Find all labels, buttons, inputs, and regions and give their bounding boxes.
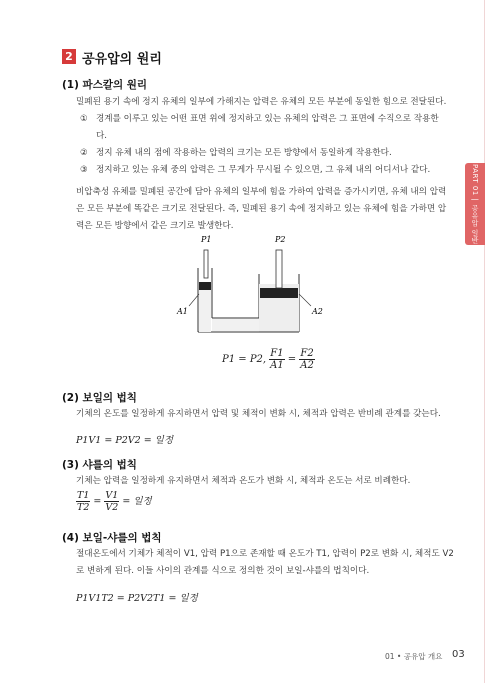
fraction-denominator: A1 bbox=[270, 360, 284, 371]
equals-sign: = bbox=[93, 496, 102, 507]
section-number-badge: 2 bbox=[62, 49, 76, 64]
pascal-item-3 bbox=[80, 162, 450, 179]
label-a1: A1 bbox=[177, 307, 188, 316]
fraction-denominator: A2 bbox=[300, 360, 314, 371]
pascal-item-2 bbox=[80, 145, 450, 162]
charles-formula bbox=[76, 490, 152, 513]
boyle-charles-formula: P1V1T2 = P2V2T1 = 일정 bbox=[76, 593, 198, 604]
fraction-f1-a1 bbox=[269, 348, 284, 371]
fraction-numerator: F1 bbox=[270, 348, 284, 359]
item-marker: ③ bbox=[80, 165, 88, 175]
fraction-numerator: V1 bbox=[105, 490, 119, 501]
fraction-v1-v2 bbox=[104, 490, 119, 513]
small-piston-rod bbox=[204, 250, 208, 278]
charles-heading: (3) 샤를의 법칙 bbox=[62, 459, 137, 471]
item-text: 정지 유체 내의 점에 작용하는 압력의 크기는 모든 방향에서 동일하게 작용한다. bbox=[96, 148, 392, 158]
fraction-denominator: T2 bbox=[77, 502, 90, 513]
charles-text: 기체는 압력을 일정하게 유지하면서 체적과 온도가 변화 시, 체적과 온도는 서로 비례한다. bbox=[76, 476, 411, 486]
label-p2: P2 bbox=[275, 235, 286, 244]
boyle-charles-text: 절대온도에서 기체가 체적이 V1, 압력 P1으로 존재할 때 온도가 T1, 압력이 P2로 변화 시, 체적도 V2로 변하게 된다. 이들 사이의 관계를 식으로 정의한 것이 보일-샤를의 법칙이다. bbox=[76, 549, 454, 576]
item-text: 정지하고 있는 유체 중의 압력은 그 무게가 무시될 수 있으면, 그 유체 내의 어디서나 같다. bbox=[96, 165, 431, 175]
side-tab-label: PART 01 | 공유압 일반 bbox=[471, 163, 479, 245]
pipe-fluid bbox=[212, 319, 259, 331]
fraction-t1-t2 bbox=[76, 490, 90, 513]
item-text: 경계를 이루고 있는 어떤 표면 위에 정지하고 있는 유체의 압력은 그 표면에 수직으로 작용한다. bbox=[96, 114, 439, 141]
formula-lhs: P1 = P2, bbox=[222, 354, 267, 365]
formula-constant: = 일정 bbox=[122, 496, 152, 507]
pascal-formula bbox=[222, 348, 315, 371]
fraction-denominator: V2 bbox=[105, 502, 119, 513]
a2-leader bbox=[299, 294, 311, 306]
pascal-intro: 밀폐된 용기 속에 정지 유체의 일부에 가해지는 압력은 유체의 모든 부분에 동일한 힘으로 전달된다. bbox=[76, 97, 447, 107]
boyle-formula: P1V1 = P2V2 = 일정 bbox=[76, 435, 174, 446]
page-number: 03 bbox=[452, 649, 465, 660]
fraction-f2-a2 bbox=[299, 348, 314, 371]
page-edge-rule bbox=[484, 0, 485, 683]
pascal-hydraulic-diagram bbox=[175, 228, 335, 336]
large-piston-rod bbox=[276, 250, 282, 288]
small-piston-head bbox=[199, 282, 211, 290]
pascal-explanation: 비압축성 유체를 밀폐된 공간에 담아 유체의 일부에 힘을 가하여 압력을 증가시키면, 유체 내의 압력은 모든 부분에 똑같은 크기로 전달된다. 즉, 밀폐된 용기 속에 정지하고 있는 유체에 힘을 가하면 압력은 모든 방향에서 같은 크기로 발생한다. bbox=[76, 187, 447, 231]
label-p1: P1 bbox=[201, 235, 212, 244]
label-a2: A2 bbox=[312, 307, 323, 316]
small-cylinder-fluid bbox=[199, 290, 211, 332]
boyle-charles-heading: (4) 보일-샤를의 법칙 bbox=[62, 532, 162, 544]
boyle-text: 기체의 온도를 일정하게 유지하면서 압력 및 체적이 변화 시, 체적과 압력은 반비례 관계를 갖는다. bbox=[76, 409, 441, 419]
boyle-heading: (2) 보일의 법칙 bbox=[62, 392, 137, 404]
part-side-tab bbox=[465, 163, 485, 245]
fraction-numerator: F2 bbox=[300, 348, 314, 359]
footer-chapter: 01 • 공유압 개요 bbox=[385, 652, 443, 661]
item-marker: ① bbox=[80, 114, 88, 124]
large-piston-head bbox=[260, 288, 298, 298]
item-marker: ② bbox=[80, 148, 88, 158]
pascal-item-1 bbox=[80, 111, 445, 145]
pascal-heading: (1) 파스칼의 원리 bbox=[62, 79, 148, 91]
equals-sign: = bbox=[287, 354, 297, 365]
section-title: 공유압의 원리 bbox=[82, 52, 162, 67]
fraction-numerator: T1 bbox=[77, 490, 90, 501]
